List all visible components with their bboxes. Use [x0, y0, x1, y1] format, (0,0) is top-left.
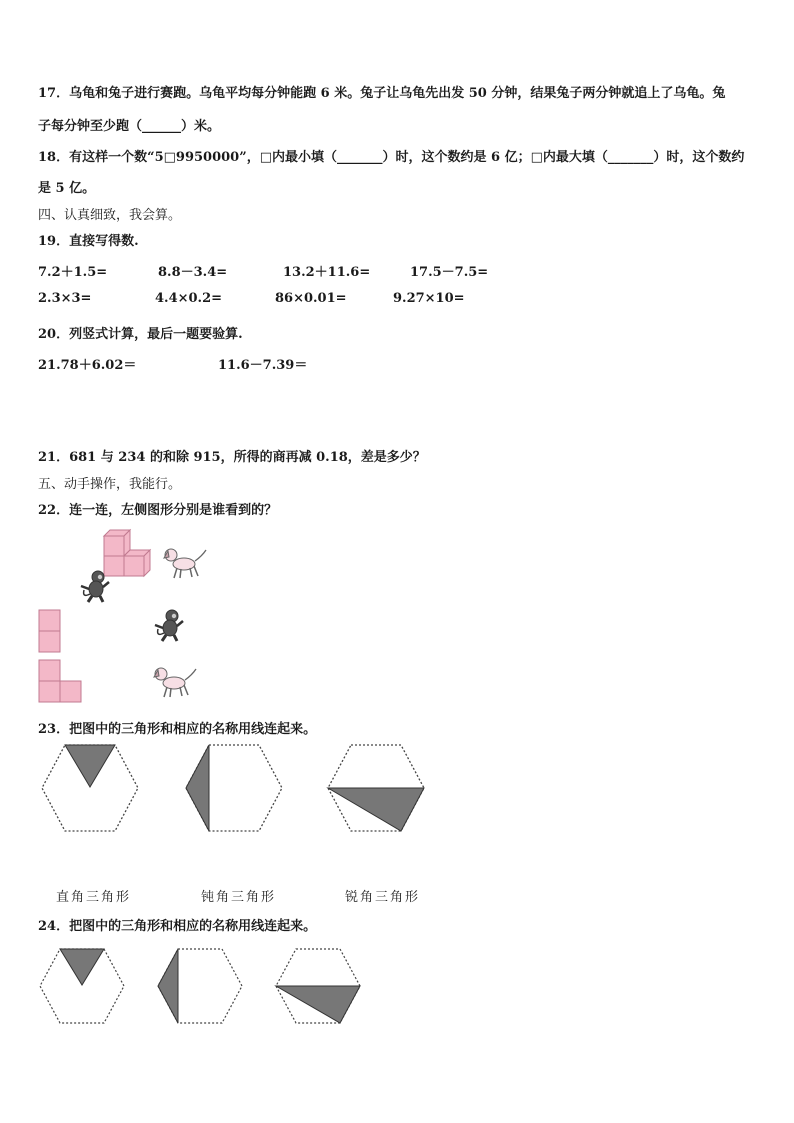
q20-item: 11.6－7.39＝ [218, 358, 308, 373]
label-acute-triangle: 锐角三角形 [345, 890, 421, 905]
q18-line1: 18．有这样一个数“5□9950000”，□内最小填（_______）时，这个数约是 6 亿；□内最大填（_______）时，这个数约 [38, 150, 745, 165]
q19-row2-item: 9.27×10= [393, 291, 465, 306]
hexagon-figure [40, 744, 140, 832]
q18-line2: 是 5 亿。 [38, 181, 96, 196]
q21-text: 21．681 与 234 的和除 915，所得的商再减 0.18，差是多少？ [38, 450, 426, 465]
q19-row2-item: 86×0.01= [275, 291, 347, 306]
hexagon-figure [38, 948, 126, 1024]
q17-line1: 17．乌龟和兔子进行赛跑。乌龟平均每分钟能跑 6 米。兔子让乌龟先出发 50 分钟，结果兔子两分钟就追上了乌龟。兔 [38, 86, 726, 101]
section-five-heading: 五、动手操作，我能行。 [38, 477, 182, 492]
label-obtuse-triangle: 钝角三角形 [201, 890, 277, 905]
monkey-icon [152, 607, 188, 643]
q23-title: 23．把图中的三角形和相应的名称用线连起来。 [38, 722, 317, 737]
q20-title: 20．列竖式计算，最后一题要验算. [38, 327, 243, 342]
label-right-triangle: 直角三角形 [56, 890, 132, 905]
hexagon-figure [156, 948, 244, 1024]
dog-icon [152, 665, 198, 699]
monkey-icon [78, 568, 114, 604]
q19-row2-item: 4.4×0.2= [155, 291, 223, 306]
view-shape-vertical [38, 609, 62, 653]
section-four-heading: 四、认真细致，我会算。 [38, 208, 182, 223]
view-shape-l [38, 659, 83, 703]
q19-row2-item: 2.3×3= [38, 291, 92, 306]
hexagon-figure [274, 948, 362, 1024]
q19-title: 19．直接写得数. [38, 234, 139, 249]
q24-title: 24．把图中的三角形和相应的名称用线连起来。 [38, 919, 317, 934]
q19-row1-item: 13.2＋11.6= [283, 265, 371, 280]
q22-title: 22．连一连，左侧图形分别是谁看到的？ [38, 503, 278, 518]
q17-line2: 子每分钟至少跑（______）米。 [38, 119, 221, 134]
q19-row1-item: 17.5－7.5= [410, 265, 489, 280]
hexagon-figure [326, 744, 426, 832]
hexagon-figure [184, 744, 284, 832]
q20-item: 21.78＋6.02＝ [38, 358, 137, 373]
q19-row1-item: 8.8－3.4= [158, 265, 228, 280]
dog-icon [162, 546, 208, 580]
q19-row1-item: 7.2＋1.5= [38, 265, 108, 280]
